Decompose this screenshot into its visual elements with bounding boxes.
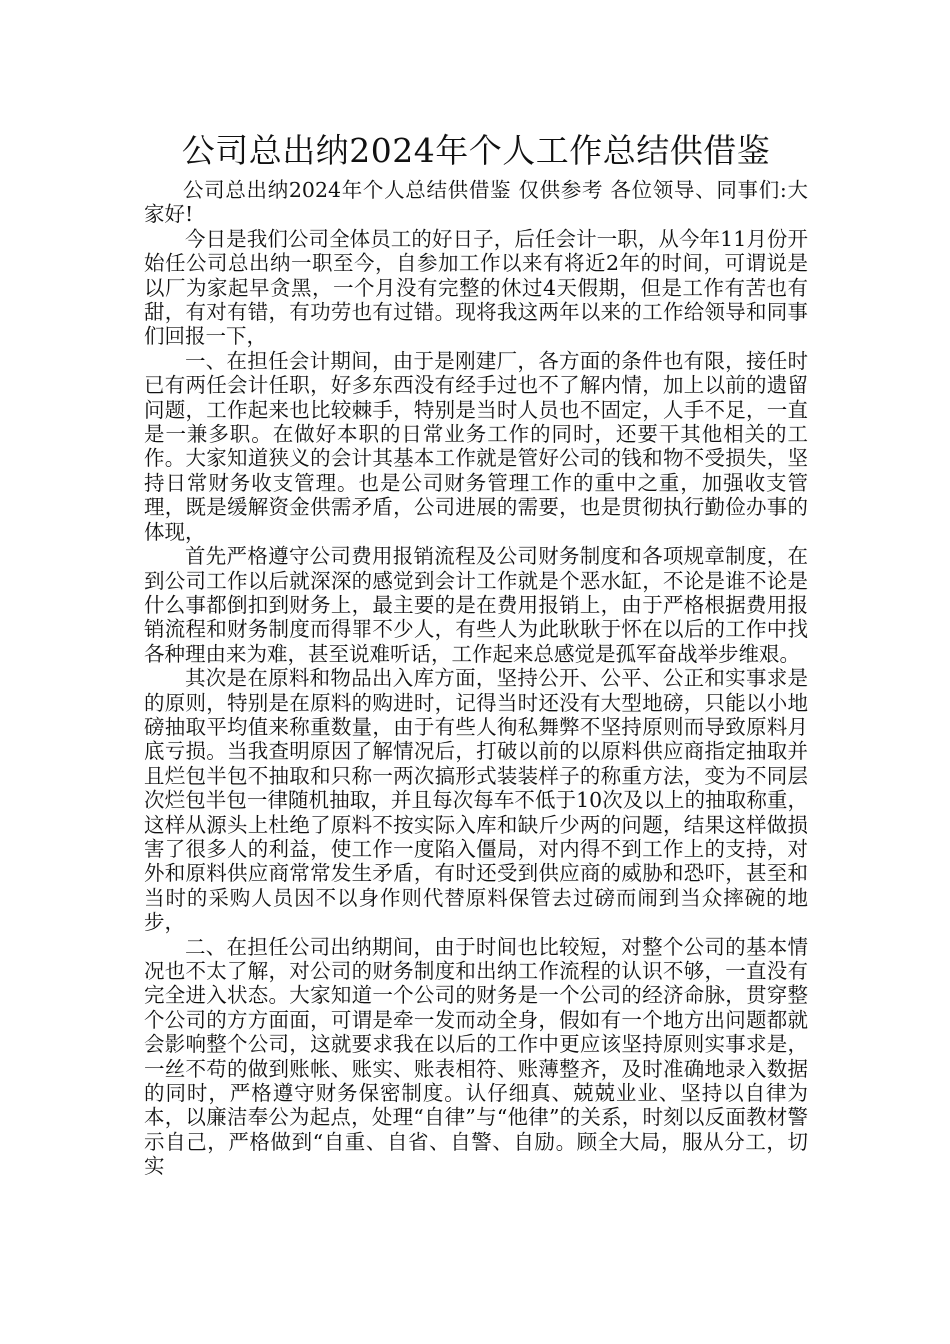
document-page [144,128,808,1179]
paragraph-materials-warehousing: 其次是在原料和物品出入库方面，坚持公开、公平、公正和实事求是的原则，特别是在原料的购进时，记得当时还没有大型地磅，只能以小地磅抽取平均值来称重数量，由于有些人徇私舞弊不坚持原则而导致原料月底亏损。当我查明原因了解情况后，打破以前的以原料供应商指定抽取并且烂包半包不抽取和只称一两次搞形式装装样子的称重方法，变为不同层次烂包半包一律随机抽取，并且每次每车不低于10次及以上的抽取称重，这样从源头上杜绝了原料不按实际入库和缺斤少两的问题，结果这样做损害了很多人的利益，使工作一度陷入僵局，对内得不到工作上的支持，对外和原料供应商常常发生矛盾，有时还受到供应商的威胁和恐吓，甚至和当时的采购人员因不以身作则代替原料保管去过磅而闹到当众摔碗的地步， [144,666,808,935]
paragraph-expense-reimbursement: 首先严格遵守公司费用报销流程及公司财务制度和各项规章制度，在到公司工作以后就深深的感觉到会计工作就是个恶水缸，不论是谁不论是什么事都倒扣到财务上，最主要的是在费用报销上，由于严格根据费用报销流程和财务制度而得罪不少人，有些人为此耿耿于怀在以后的工作中找各种理由来为难，甚至说难听话，工作起来总感觉是孤军奋战举步维艰。 [144,544,808,666]
paragraph-opening: 今日是我们公司全体员工的好日子，后任会计一职，从今年11月份开始任公司总出纳一职至今，自参加工作以来有将近2年的时间，可谓说是以厂为家起早贪黑，一个月没有完整的休过4天假期，但是工作有苦也有甜，有对有错，有功劳也有过错。现将我这两年以来的工作给领导和同事们回报一下， [144,226,808,349]
paragraph-section-one: 一、在担任会计期间，由于是刚建厂，各方面的条件也有限，接任时已有两任会计任职，好多东西没有经手过也不了解内情，加上以前的遗留问题，工作起来也比较棘手，特别是当时人员也不固定，人手不足，一直是一兼多职。在做好本职的日常业务工作的同时，还要干其他相关的工作。大家知道狭义的会计其基本工作就是管好公司的钱和物不受损失，坚持日常财务收支管理。也是公司财务管理工作的重中之重，加强收支管理，既是缓解资金供需矛盾，公司进展的需要，也是贯彻执行勤俭办事的体现， [144,348,808,544]
paragraph-intro: 公司总出纳2024年个人总结供借鉴 仅供参考 各位领导、同事们:大家好! [144,178,808,227]
document-title: 公司总出纳2024年个人工作总结供借鉴 [181,131,771,170]
paragraph-section-two: 二、在担任公司出纳期间，由于时间也比较短，对整个公司的基本情况也不太了解，对公司的财务制度和出纳工作流程的认识不够，一直没有完全进入状态。大家知道一个公司的财务是一个公司的经济命脉，贯穿整个公司的方方面面，可谓是牵一发而动全身，假如有一个地方出问题都就会影响整个公司，这就要求我在以后的工作中更应该坚持原则实事求是，一丝不苟的做到账帐、账实、账表相符、账薄整齐，及时准确地录入数据的同时，严格遵守财务保密制度。认仔细真、兢兢业业、坚持以自律为本，以廉洁奉公为起点，处理“自律”与“他律”的关系，时刻以反面教材警示自己，严格做到“自重、自省、自警、自励。顾全大局，服从分工，切实 [144,934,808,1179]
